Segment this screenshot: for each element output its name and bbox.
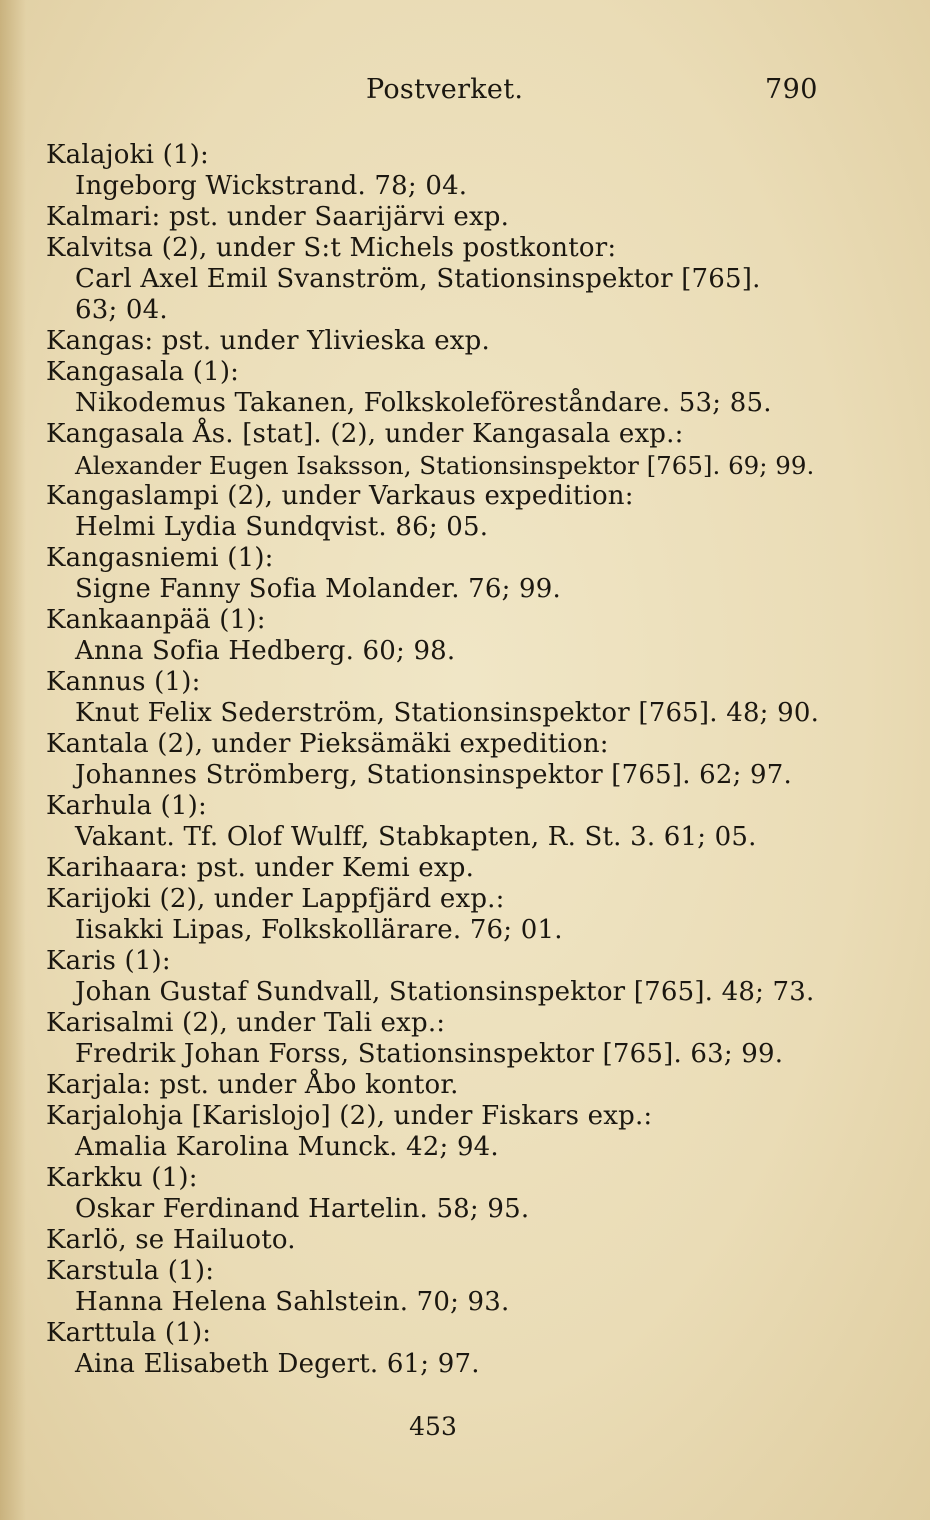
postmaster-entry: Ingeborg Wickstrand. 78; 04. bbox=[75, 171, 468, 201]
place-entry: Kalmari: pst. under Saarijärvi exp. bbox=[46, 202, 510, 232]
place-entry: Karjalohja [Karislojo] (2), under Fiskars exp.: bbox=[46, 1101, 653, 1131]
postmaster-entry: Amalia Karolina Munck. 42; 94. bbox=[75, 1132, 499, 1162]
entry-continuation: 63; 04. bbox=[75, 295, 168, 325]
postmaster-entry: Nikodemus Takanen, Folkskoleföreståndare. 53; 85. bbox=[75, 388, 772, 418]
place-entry: Kalajoki (1): bbox=[46, 140, 209, 170]
postmaster-entry: Knut Felix Sederström, Stationsinspektor [765]. 48; 90. bbox=[75, 698, 820, 728]
place-entry: Karihaara: pst. under Kemi exp. bbox=[46, 853, 475, 883]
postmaster-entry: Alexander Eugen Isaksson, Stationsinspektor [765]. 69; 99. bbox=[75, 451, 815, 480]
place-entry: Kalvitsa (2), under S:t Michels postkontor: bbox=[46, 233, 617, 263]
postmaster-entry: Johannes Strömberg, Stationsinspektor [765]. 62; 97. bbox=[75, 760, 792, 790]
place-entry: Karstula (1): bbox=[46, 1256, 215, 1286]
running-title: Postverket. bbox=[366, 74, 524, 105]
place-entry: Karhula (1): bbox=[46, 791, 207, 821]
place-entry: Karkku (1): bbox=[46, 1163, 198, 1193]
place-entry: Karisalmi (2), under Tali exp.: bbox=[46, 1008, 446, 1038]
place-entry: Kangas: pst. under Ylivieska exp. bbox=[46, 326, 490, 356]
postmaster-entry: Iisakki Lipas, Folkskollärare. 76; 01. bbox=[75, 915, 563, 945]
page-header bbox=[0, 74, 930, 114]
page-footer bbox=[0, 1412, 930, 1441]
directory-entries bbox=[46, 140, 826, 1380]
postmaster-entry: Signe Fanny Sofia Molander. 76; 99. bbox=[75, 574, 561, 604]
place-entry: Kangasala Ås. [stat]. (2), under Kangasala exp.: bbox=[46, 419, 684, 449]
postmaster-entry: Oskar Ferdinand Hartelin. 58; 95. bbox=[75, 1194, 530, 1224]
postmaster-entry: Anna Sofia Hedberg. 60; 98. bbox=[75, 636, 456, 666]
postmaster-entry: Hanna Helena Sahlstein. 70; 93. bbox=[75, 1287, 510, 1317]
place-entry: Kangasala (1): bbox=[46, 357, 240, 387]
place-entry: Karttula (1): bbox=[46, 1318, 212, 1348]
place-entry: Kangaslampi (2), under Varkaus expedition: bbox=[46, 481, 634, 511]
postmaster-entry: Fredrik Johan Forss, Stationsinspektor [765]. 63; 99. bbox=[75, 1039, 784, 1069]
place-entry: Kankaanpää (1): bbox=[46, 605, 266, 635]
signature-number: 453 bbox=[409, 1412, 457, 1441]
postmaster-entry: Aina Elisabeth Degert. 61; 97. bbox=[75, 1349, 480, 1379]
postmaster-entry: Carl Axel Emil Svanström, Stationsinspektor [765]. bbox=[75, 264, 761, 294]
page-number: 790 bbox=[764, 74, 818, 105]
place-entry: Kantala (2), under Pieksämäki expedition: bbox=[46, 729, 609, 759]
postmaster-entry: Johan Gustaf Sundvall, Stationsinspektor [765]. 48; 73. bbox=[75, 977, 815, 1007]
place-entry: Kannus (1): bbox=[46, 667, 201, 697]
postmaster-entry: Vakant. Tf. Olof Wulff, Stabkapten, R. St. 3. 61; 05. bbox=[75, 822, 757, 852]
postmaster-entry: Helmi Lydia Sundqvist. 86; 05. bbox=[75, 512, 489, 542]
place-entry: Karijoki (2), under Lappfjärd exp.: bbox=[46, 884, 505, 914]
place-entry: Karis (1): bbox=[46, 946, 171, 976]
place-entry: Karjala: pst. under Åbo kontor. bbox=[46, 1070, 459, 1100]
place-entry: Kangasniemi (1): bbox=[46, 543, 274, 573]
place-entry: Karlö, se Hailuoto. bbox=[46, 1225, 296, 1255]
